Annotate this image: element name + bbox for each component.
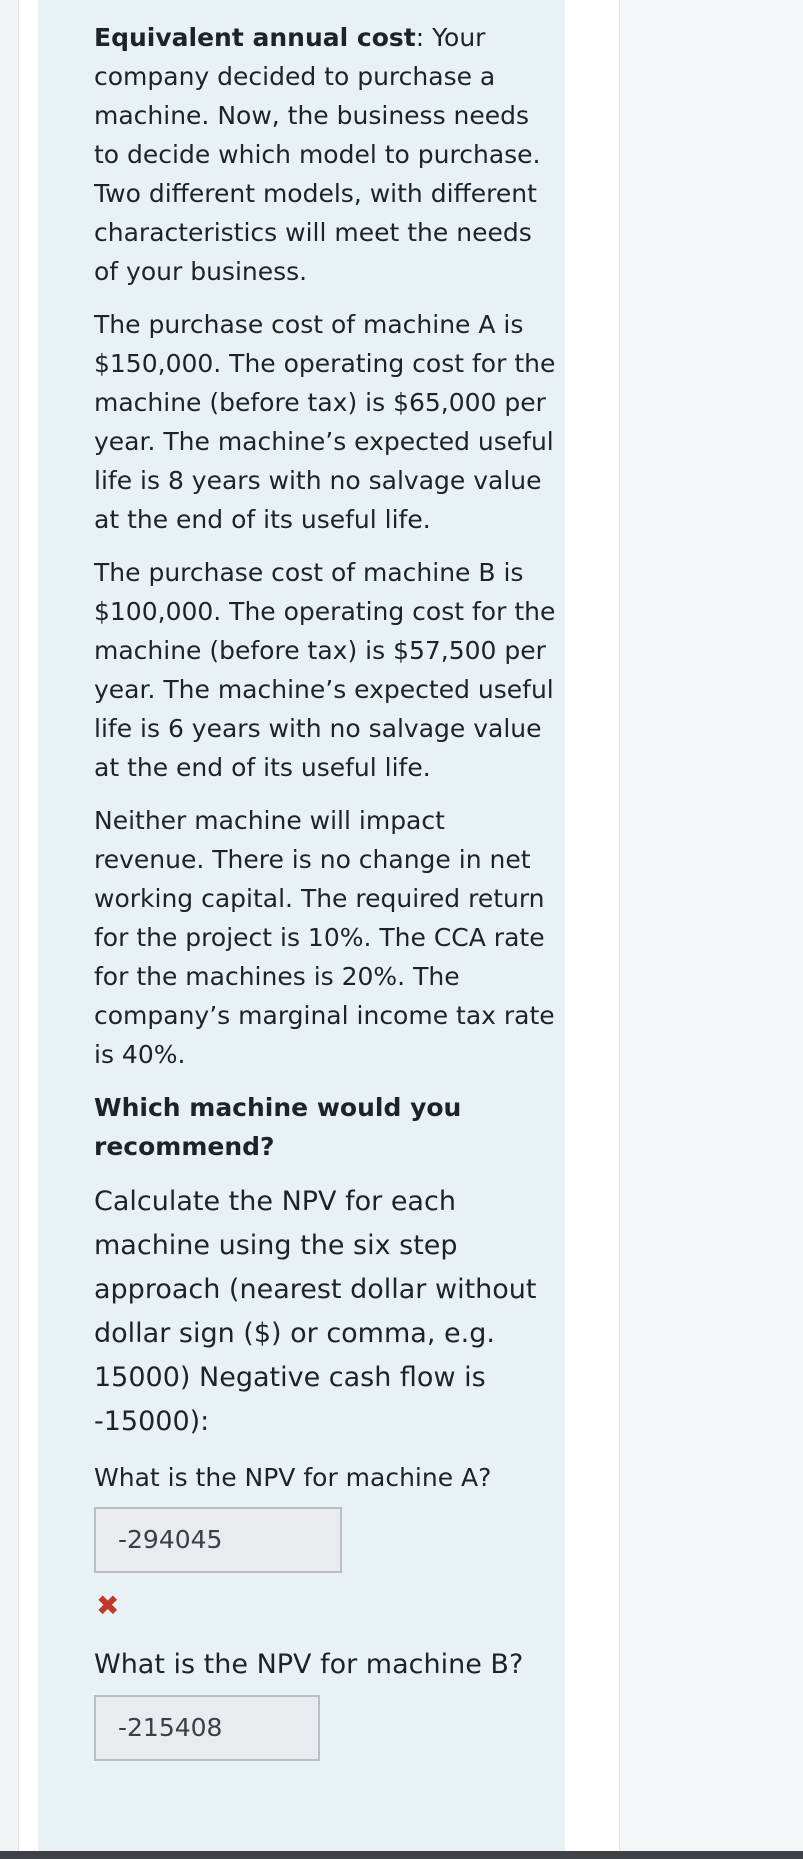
part-b-answer-input[interactable]: -215408 xyxy=(94,1695,320,1761)
instructions-paragraph: Calculate the NPV for each machine using the six step approach (nearest dollar without dollar sign ($) or comma, e.g. 15000) Negative cash flow is -15000): xyxy=(94,1186,537,1437)
question-content xyxy=(94,18,556,1761)
part-b-label: What is the NPV for machine B? xyxy=(94,1649,524,1680)
machine-a-paragraph: The purchase cost of machine A is $150,000. The operating cost for the machine (before tax) is $65,000 per year. The machine’s expected useful life is 8 years with no salvage value at the end of its useful life. xyxy=(94,310,556,534)
machine-b-paragraph: The purchase cost of machine B is $100,000. The operating cost for the machine (before tax) is $57,500 per year. The machine’s expected useful life is 6 years with no salvage value at the end of its useful life. xyxy=(94,558,556,782)
left-gutter xyxy=(0,0,19,1851)
part-a-answer-input[interactable]: -294045 xyxy=(94,1507,342,1573)
right-panel xyxy=(620,0,803,1851)
intro-paragraph xyxy=(94,18,556,291)
intro-term: Equivalent annual cost xyxy=(94,23,416,52)
assumptions-paragraph: Neither machine will impact revenue. There is no change in net working capital. The required return for the project is 10%. The CCA rate for the machines is 20%. The company’s marginal income tax rate is 40%. xyxy=(94,806,555,1069)
bottom-bar xyxy=(0,1851,803,1859)
intro-text: : Your company decided to purchase a machine. Now, the business needs to decide which model to purchase. Two different models, with different characteristics will meet the needs of your business. xyxy=(94,23,541,286)
incorrect-x-icon: ✖ xyxy=(96,1589,120,1622)
question-prompt: Which machine would you recommend? xyxy=(94,1093,462,1161)
part-a-label: What is the NPV for machine A? xyxy=(94,1463,492,1492)
